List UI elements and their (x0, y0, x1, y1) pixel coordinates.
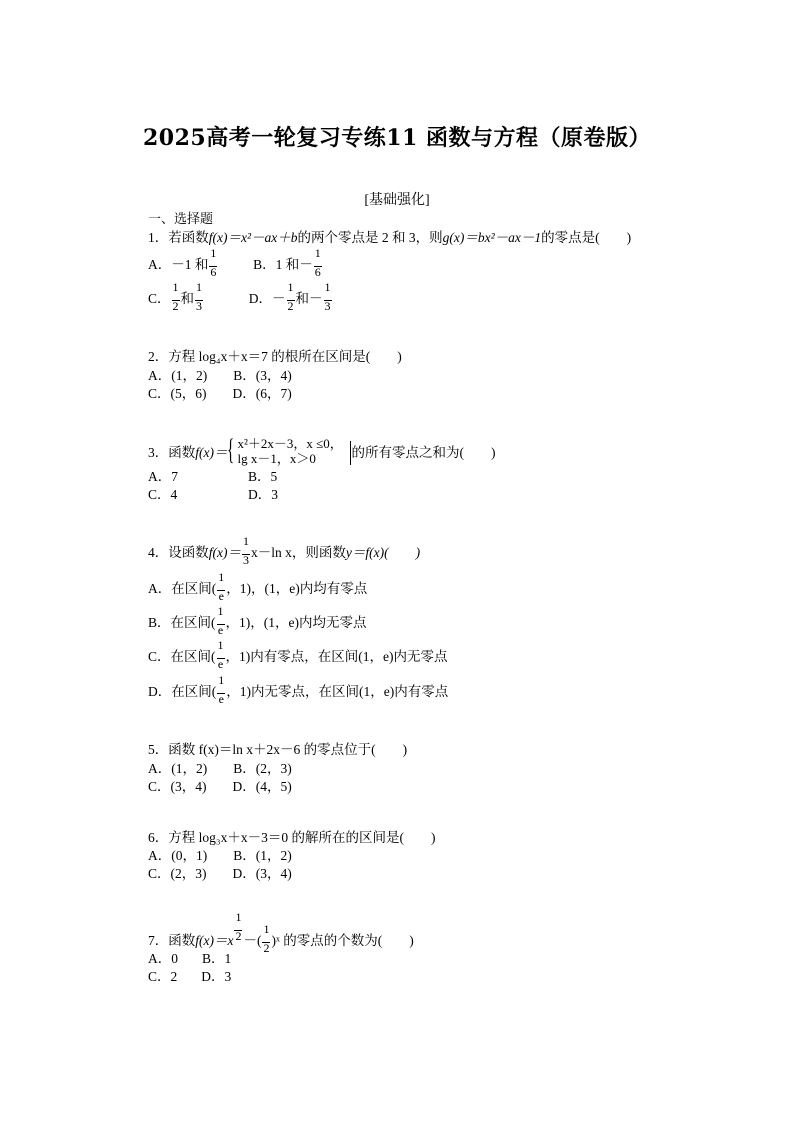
fraction: $\frac{1}{3}$ (196, 279, 203, 313)
question-5-stem: 5．函数 f(x)＝ln x＋2x－6 的零点位于( ) (148, 742, 408, 757)
option-a: A．0 (148, 951, 178, 966)
option-b: B．5 (248, 469, 278, 484)
g-expression: g(x)＝bx²－ax－1 (442, 230, 542, 245)
option-c: C．2 (148, 969, 178, 984)
question-2-options-cd (148, 382, 292, 402)
page-title: 2025高考一轮复习专练11 函数与方程（原卷版） (142, 125, 651, 151)
option-b: B．1 和－ $\frac{1}{6}$ (253, 245, 321, 279)
question-4-option-b: B．在区间( $\frac{1}{e}$ ，1)，(1，e)内均无零点 (148, 603, 367, 637)
question-4-option-a: A．在区间( $\frac{1}{e}$ ，1)，(1，e)内均有零点 (148, 569, 368, 603)
question-4-option-d: D．在区间( $\frac{1}{e}$ ，1)内无零点，在区间(1，e)内有零点 (148, 672, 449, 706)
question-7-options-cd (148, 965, 231, 985)
question-6-options-cd (148, 862, 292, 882)
question-6-stem: 6．方程 log₃x＋x－3＝0 的解所在的区间是( ) (148, 830, 436, 845)
question-3-options-cd (148, 483, 278, 503)
option-d: D．(3，4) (232, 866, 292, 881)
question-2-options-ab (148, 364, 292, 384)
fraction: $\frac{1}{3}$ (324, 279, 331, 313)
fraction-exponent: $\frac{1}{2}$ (235, 910, 242, 943)
option-d: D．(4，5) (232, 779, 292, 794)
question-1-stem: 1．若函数f(x)＝x²－ax＋b的两个零点是 2 和 3，则g(x)＝bx²－ax－1的零点是( ) (148, 230, 632, 245)
option-d: D．3 (248, 487, 278, 502)
option-b: B．1 (202, 951, 232, 966)
question-4-stem: 4．设函数f(x)＝ $\frac{1}{3}$ x－ln x，则函数y＝f(x)( ) (148, 533, 421, 567)
question-5-options-cd (148, 775, 292, 795)
option-a: A．－1 和 $\frac{1}{6}$ (148, 245, 217, 279)
fraction: $\frac{1}{2}$ (263, 921, 270, 955)
option-d: D．(6，7) (232, 386, 292, 401)
option-a: A．(0，1) (148, 848, 208, 863)
question-3-options-ab (148, 465, 277, 485)
fraction: $\frac{1}{e}$ (217, 603, 224, 637)
option-d: D．3 (201, 969, 232, 984)
option-a: A．(1，2) (148, 368, 208, 383)
question-1-options-cd (148, 279, 333, 313)
fraction: $\frac{1}{6}$ (314, 245, 321, 279)
f-expression: f(x)＝x²－ax＋b (208, 230, 298, 245)
fraction: $\frac{1}{e}$ (217, 637, 224, 671)
option-b: B．(3，4) (233, 368, 292, 383)
option-a: A．(1，2) (148, 761, 208, 776)
fraction: $\frac{1}{e}$ (218, 569, 225, 603)
question-6-options-ab (148, 844, 292, 864)
option-b: B．(2，3) (233, 761, 292, 776)
fraction: $\frac{1}{e}$ (218, 672, 225, 706)
question-4-option-c: C．在区间( $\frac{1}{e}$ ，1)内有零点，在区间(1，e)内无零点 (148, 637, 448, 671)
option-c: C． $\frac{1}{2}$ 和 $\frac{1}{3}$ (148, 279, 203, 313)
option-c: C．(2，3) (148, 866, 207, 881)
question-5-options-ab (148, 757, 292, 777)
question-7-stem: 7．函数f(x)＝x $\frac{1}{2}$ －( $\frac{1}{2}$ )ˣ 的零点的个数为( ) (148, 910, 414, 955)
section-heading: 一、选择题 (148, 211, 214, 226)
question-1-options-ab (148, 245, 323, 279)
option-b: B．(1，2) (233, 848, 292, 863)
fraction: $\frac{1}{3}$ (242, 533, 249, 567)
option-c: C．4 (148, 487, 178, 502)
piecewise-function: { x²＋2x－3，x ≤0， lg x－1，x＞0 (227, 439, 351, 469)
option-a: A．7 (148, 469, 178, 484)
question-3-stem: 3．函数f(x)＝ { x²＋2x－3，x ≤0， lg x－1，x＞0 的所有零点之和为( ) (148, 439, 495, 469)
option-c: C．(3，4) (148, 779, 207, 794)
question-2-stem: 2．方程 log₄x＋x＝7 的根所在区间是( ) (148, 349, 402, 364)
option-d: D．－ $\frac{1}{2}$ 和－ $\frac{1}{3}$ (248, 279, 331, 313)
fraction: $\frac{1}{2}$ (287, 279, 294, 313)
fraction: $\frac{1}{6}$ (210, 245, 217, 279)
section-subtitle: [基础强化] (364, 193, 430, 208)
option-c: C．(5，6) (148, 386, 207, 401)
question-7-options-ab (148, 947, 231, 967)
fraction: $\frac{1}{2}$ (172, 279, 179, 313)
